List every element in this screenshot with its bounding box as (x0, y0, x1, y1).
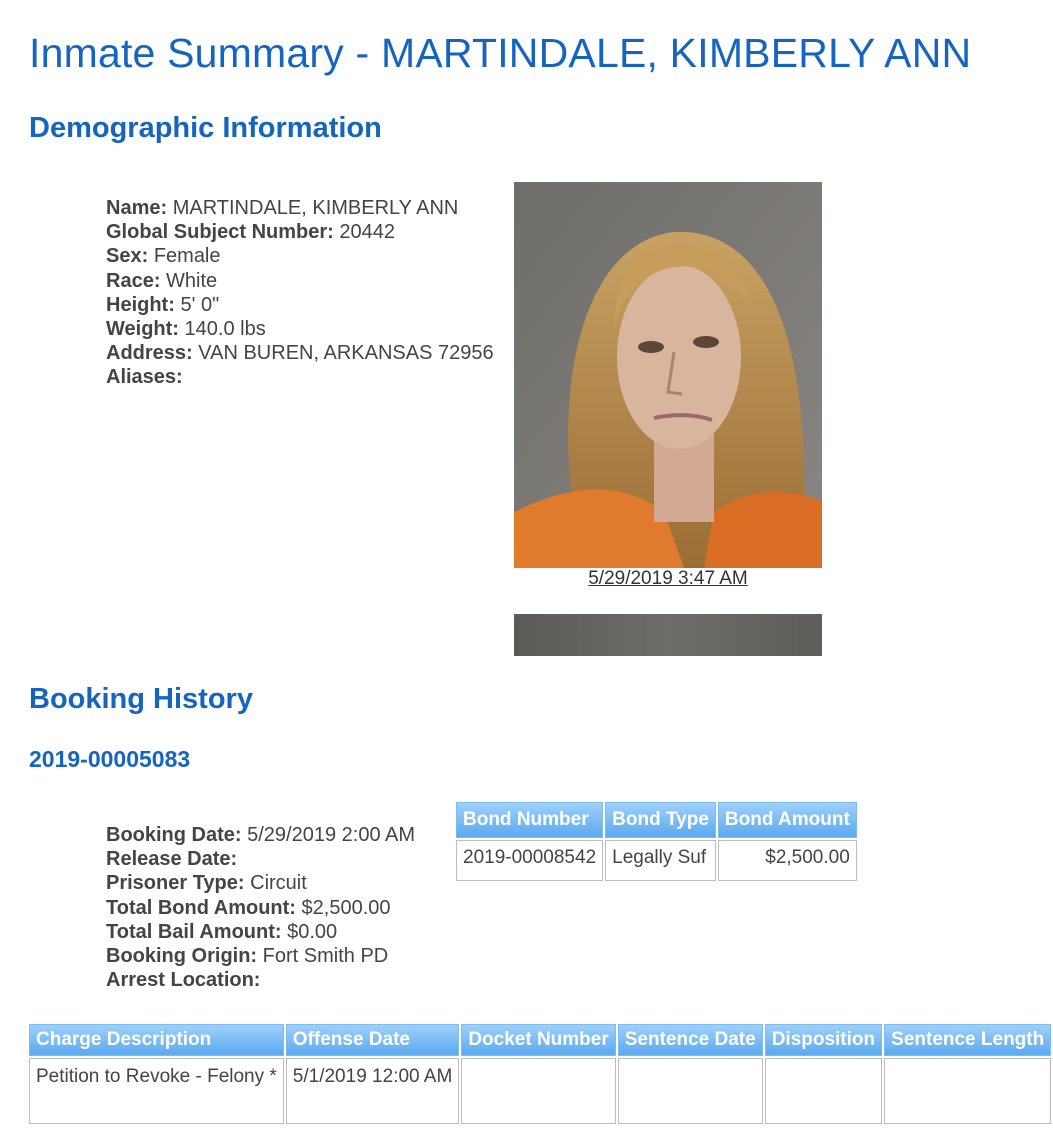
booking-date-value: 5/29/2019 2:00 AM (247, 824, 416, 846)
sentence-length-cell (884, 1058, 1051, 1124)
bond-type-cell: Legally Suf (605, 840, 716, 881)
arrest-location-row (106, 968, 415, 992)
bond-header-row (456, 802, 857, 838)
address-row (106, 341, 494, 365)
total-bond-label: Total Bond Amount: (106, 896, 296, 919)
bond-number-cell: 2019-00008542 (456, 840, 603, 881)
total-bond-value: $2,500.00 (301, 896, 391, 919)
booking-date-label: Booking Date: (106, 824, 242, 846)
address-value: VAN BUREN, ARKANSAS 72956 (198, 342, 494, 365)
mugshot-photo[interactable] (514, 182, 822, 568)
release-date-label: Release Date: (106, 848, 238, 871)
arrest-location-label: Arrest Location: (106, 969, 261, 992)
bond-amount-cell: $2,500.00 (718, 840, 857, 881)
total-bail-value: $0.00 (287, 920, 338, 943)
charges-header-row (29, 1024, 1051, 1056)
aliases-row (106, 365, 494, 389)
name-row (106, 196, 494, 220)
charges-table (27, 1022, 1053, 1126)
booking-history-heading: Booking History (29, 683, 253, 715)
bond-number-header[interactable]: Bond Number (456, 802, 603, 838)
bond-amount-header[interactable]: Bond Amount (718, 802, 857, 838)
page-title: Inmate Summary - MARTINDALE, KIMBERLY ANN (29, 30, 972, 76)
docket-number-cell (461, 1058, 615, 1124)
race-row (106, 269, 494, 293)
subject-number-label: Global Subject Number: (106, 221, 334, 244)
sex-row (106, 244, 494, 268)
booking-date-row (106, 823, 415, 847)
height-row (106, 293, 494, 317)
height-label: Height: (106, 293, 175, 316)
release-date-row (106, 847, 415, 871)
sentence-length-header[interactable]: Sentence Length (884, 1024, 1051, 1056)
subject-number-value: 20442 (339, 221, 395, 244)
prisoner-type-row (106, 871, 415, 895)
weight-label: Weight: (106, 318, 179, 341)
booking-number: 2019-00005083 (29, 746, 191, 772)
sentence-date-cell (618, 1058, 763, 1124)
total-bail-row (106, 920, 415, 944)
subject-number-row (106, 220, 494, 244)
docket-number-header[interactable]: Docket Number (461, 1024, 615, 1056)
booking-origin-label: Booking Origin: (106, 945, 258, 968)
demographic-fields (106, 196, 494, 390)
table-row (456, 840, 857, 881)
race-label: Race: (106, 269, 161, 292)
sex-value: Female (153, 245, 221, 268)
race-value: White (166, 269, 218, 292)
weight-row (106, 317, 494, 341)
photo-timestamp-link[interactable]: 5/29/2019 3:47 AM (588, 568, 748, 589)
prisoner-type-value: Circuit (250, 872, 307, 895)
offense-date-cell: 5/1/2019 12:00 AM (286, 1058, 460, 1124)
booking-origin-value: Fort Smith PD (262, 945, 389, 968)
sex-label: Sex: (106, 245, 149, 268)
additional-photo-thumbnail[interactable] (514, 614, 822, 656)
disposition-cell (765, 1058, 882, 1124)
table-row (29, 1058, 1051, 1124)
prisoner-type-label: Prisoner Type: (106, 872, 245, 895)
bond-type-header[interactable]: Bond Type (605, 802, 716, 838)
disposition-header[interactable]: Disposition (765, 1024, 882, 1056)
charge-description-cell: Petition to Revoke - Felony * (29, 1058, 284, 1124)
charge-description-header[interactable]: Charge Description (29, 1024, 284, 1056)
weight-value: 140.0 lbs (184, 318, 266, 341)
charges-table-container (27, 1022, 1045, 1144)
name-label: Name: (106, 197, 168, 219)
name-value: MARTINDALE, KIMBERLY ANN (172, 197, 459, 219)
total-bail-label: Total Bail Amount: (106, 920, 282, 943)
total-bond-row (106, 896, 415, 920)
height-value: 5' 0" (180, 293, 220, 316)
mugshot-illustration (514, 182, 822, 568)
offense-date-header[interactable]: Offense Date (286, 1024, 460, 1056)
sentence-date-header[interactable]: Sentence Date (618, 1024, 763, 1056)
aliases-label: Aliases: (106, 366, 183, 389)
demographic-heading: Demographic Information (29, 112, 382, 144)
address-label: Address: (106, 342, 193, 365)
booking-fields (106, 823, 415, 992)
booking-origin-row (106, 944, 415, 968)
bond-table (454, 800, 859, 883)
